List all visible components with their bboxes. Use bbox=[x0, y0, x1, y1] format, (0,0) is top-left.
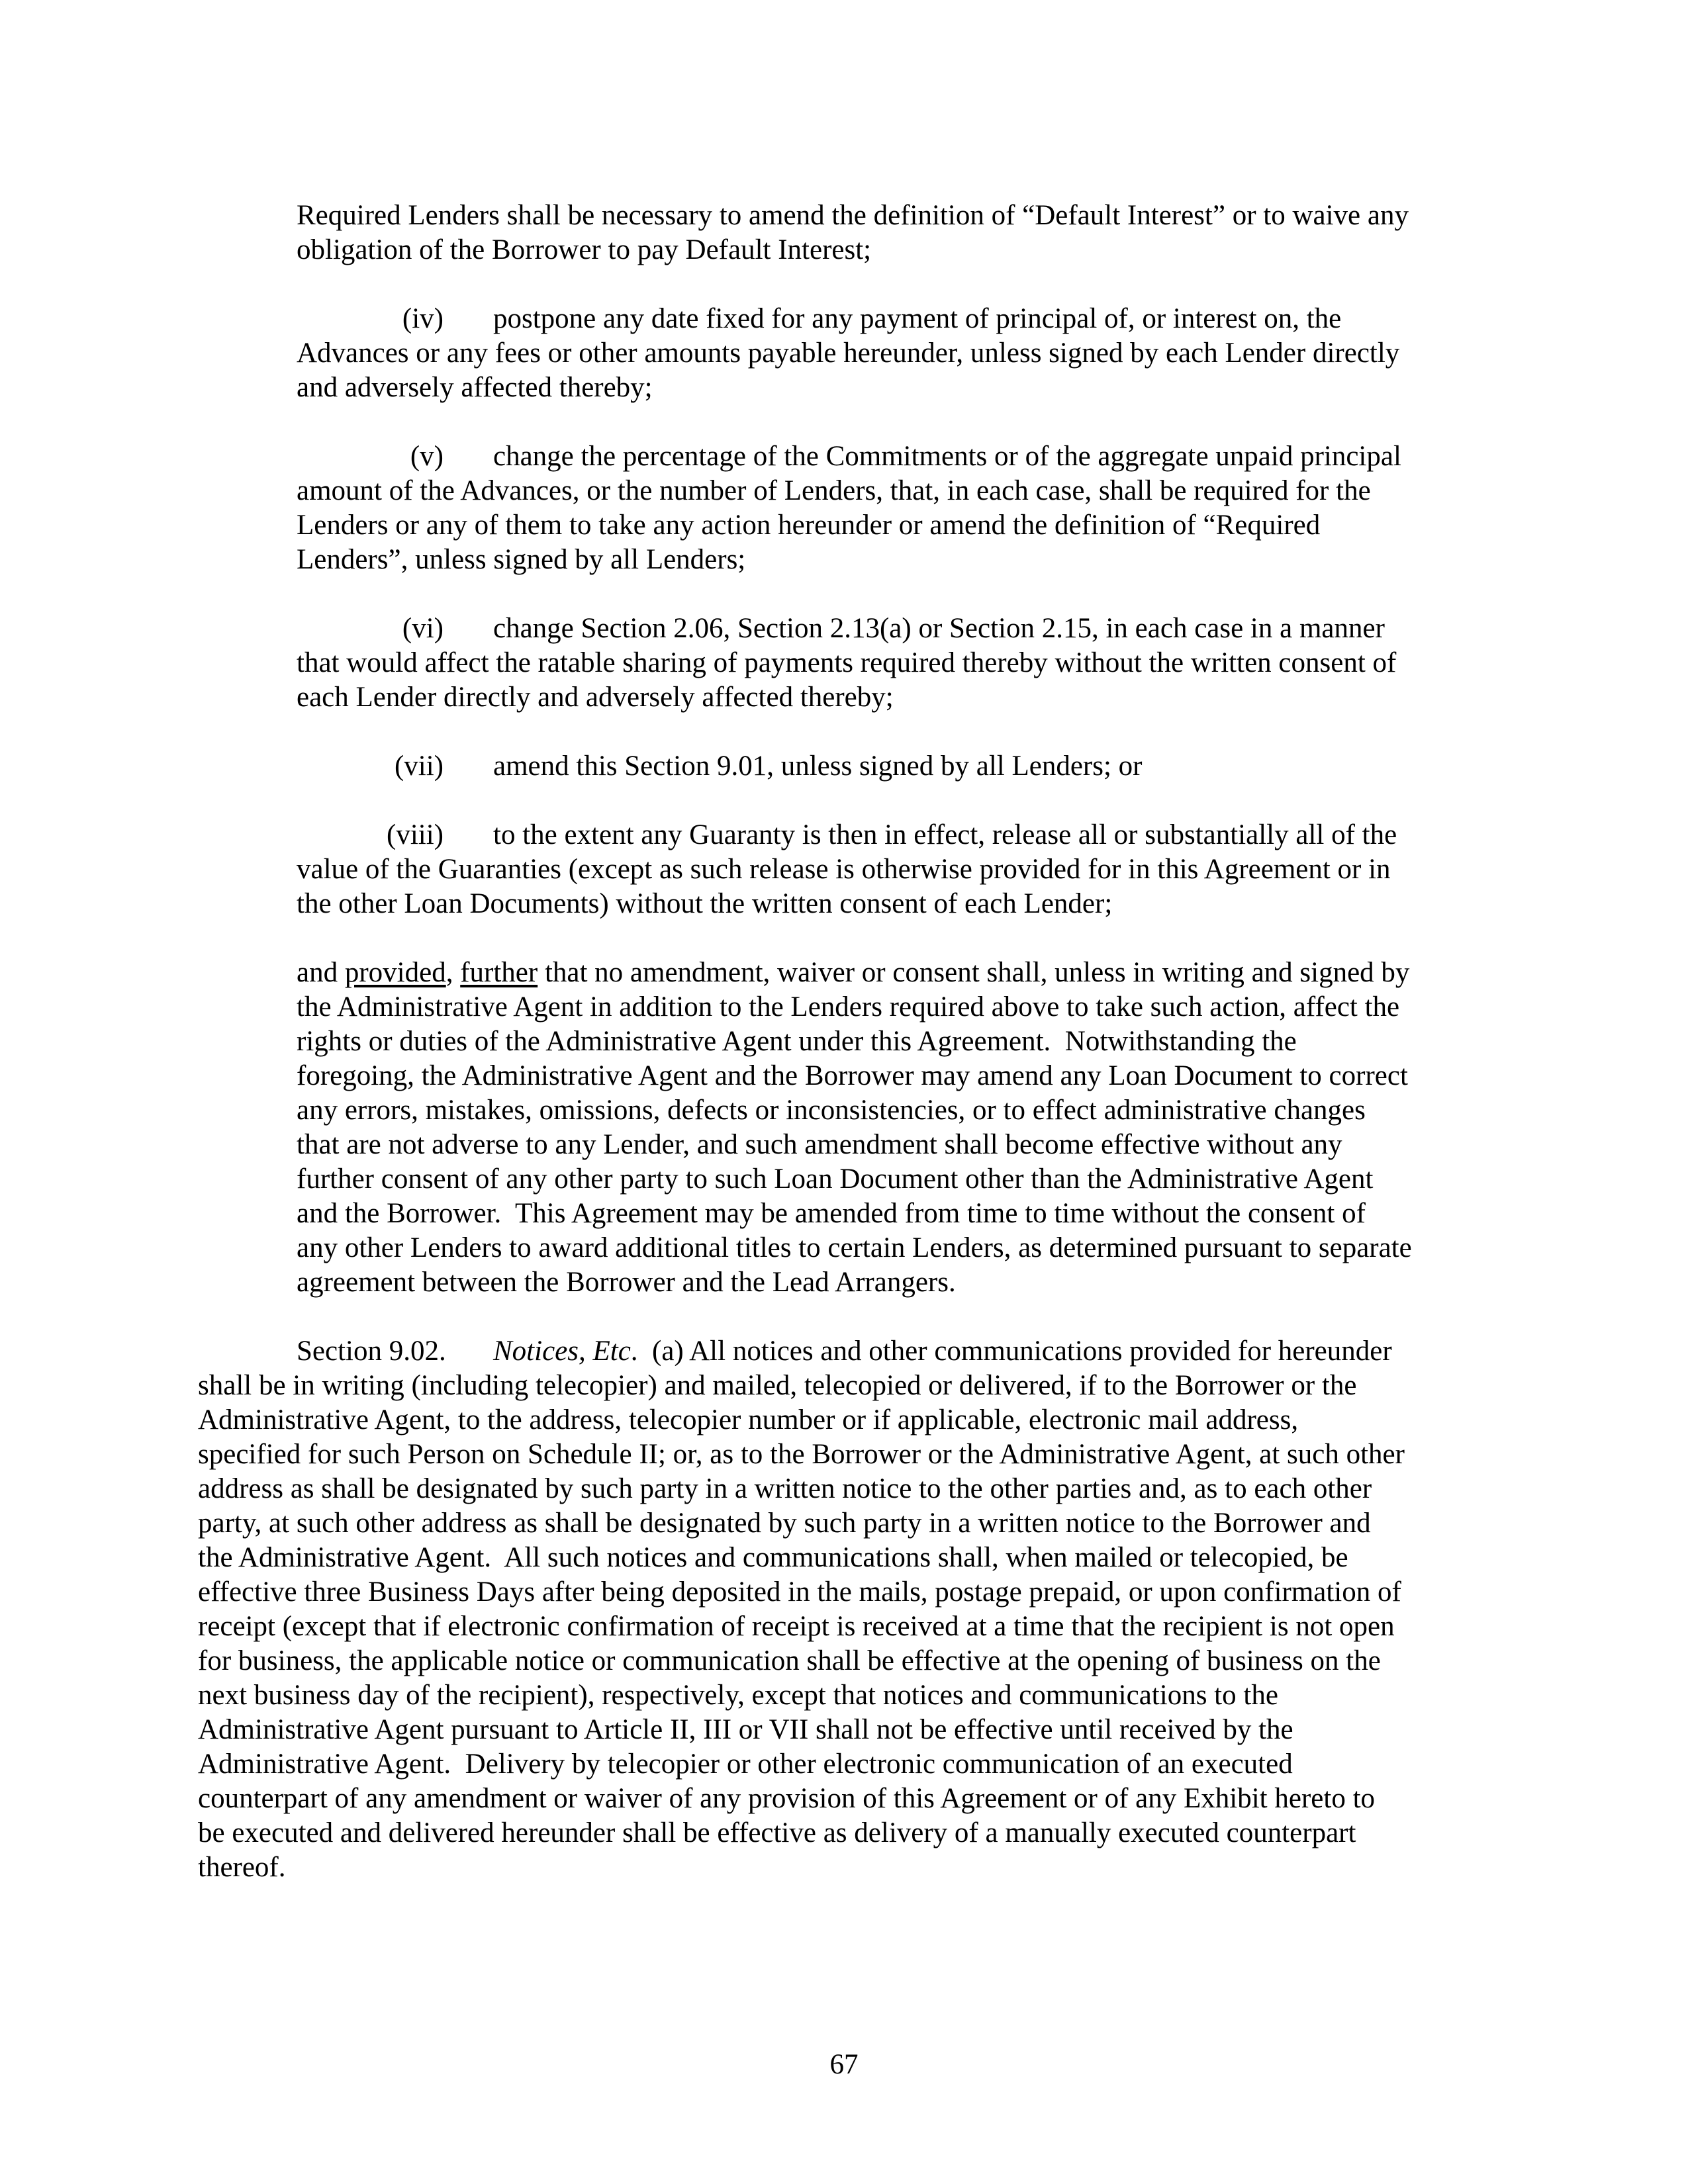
clause-iv-line-3: and adversely affected thereby; bbox=[297, 372, 653, 403]
section-902-title: Notices, Etc bbox=[493, 1336, 631, 1367]
section-902-line-11: next business day of the recipient), respectively, except that notices and communications to the bbox=[198, 1680, 1278, 1711]
proviso-line-2: the Administrative Agent in addition to the Lenders required above to take such action, affect the bbox=[297, 991, 1400, 1023]
section-902-line-15: be executed and delivered hereunder shall be effective as delivery of a manually executed counterpart bbox=[198, 1817, 1356, 1848]
section-902-first-line bbox=[493, 1334, 1392, 1369]
proviso-line-8: and the Borrower. This Agreement may be amended from time to time without the consent of bbox=[297, 1198, 1366, 1229]
clause-vi-line-1: change Section 2.06, Section 2.13(a) or Section 2.15, in each case in a manner bbox=[493, 613, 1385, 644]
clause-viii-line-1: to the extent any Guaranty is then in effect, release all or substantially all of the bbox=[493, 819, 1397, 850]
clause-iv-line-2: Advances or any fees or other amounts payable hereunder, unless signed by each Lender directly bbox=[297, 338, 1400, 369]
clause-iv-line-1: postpone any date fixed for any payment of principal of, or interest on, the bbox=[493, 303, 1342, 334]
clause-v-line-1: change the percentage of the Commitments or of the aggregate unpaid principal bbox=[493, 441, 1401, 472]
provided-term: provided bbox=[344, 957, 446, 988]
proviso-pre: and bbox=[297, 957, 345, 988]
clause-v-number: (v) bbox=[410, 441, 444, 472]
intro-line-1: Required Lenders shall be necessary to amend the definition of “Default Interest” or to waive any bbox=[297, 200, 1409, 231]
section-902-line-16: thereof. bbox=[198, 1852, 286, 1883]
proviso-line-9: any other Lenders to award additional titles to certain Lenders, as determined pursuant to separate bbox=[297, 1232, 1412, 1263]
proviso-line-4: foregoing, the Administrative Agent and the Borrower may amend any Loan Document to correct bbox=[297, 1060, 1408, 1091]
further-term: further bbox=[460, 957, 538, 988]
section-902-line-2: shall be in writing (including telecopier) and mailed, telecopied or delivered, if to the Borrower or the bbox=[198, 1370, 1357, 1401]
clause-viii-line-2: value of the Guaranties (except as such release is otherwise provided for in this Agreement or in bbox=[297, 854, 1391, 885]
clause-v-line-2: amount of the Advances, or the number of Lenders, that, in each case, shall be required for the bbox=[297, 475, 1371, 506]
proviso-line-10: agreement between the Borrower and the Lead Arrangers. bbox=[297, 1267, 956, 1298]
proviso-line-5: any errors, mistakes, omissions, defects or inconsistencies, or to effect administrative changes bbox=[297, 1095, 1366, 1126]
section-902-first-line-rest: (a) All notices and other communications provided for hereunder bbox=[652, 1336, 1392, 1367]
section-902-line-12: Administrative Agent pursuant to Article II, III or VII shall not be effective until received by the bbox=[198, 1714, 1293, 1745]
intro-line-2: obligation of the Borrower to pay Default Interest; bbox=[297, 234, 872, 265]
section-902-line-10: for business, the applicable notice or communication shall be effective at the opening of business on the bbox=[198, 1645, 1381, 1676]
clause-viii-number: (viii) bbox=[387, 819, 444, 850]
section-902-line-3: Administrative Agent, to the address, telecopier number or if applicable, electronic mail address, bbox=[198, 1404, 1299, 1435]
section-902-line-5: address as shall be designated by such party in a written notice to the other parties and, as to each other bbox=[198, 1473, 1372, 1504]
section-902-heading: Section 9.02. bbox=[297, 1336, 446, 1367]
proviso-line-1 bbox=[297, 956, 1409, 990]
proviso-line-7: further consent of any other party to such Loan Document other than the Administrative Agent bbox=[297, 1163, 1374, 1195]
clause-iv-number: (iv) bbox=[402, 303, 444, 334]
section-902-title-period: . bbox=[630, 1336, 638, 1367]
clause-vi-line-3: each Lender directly and adversely affected thereby; bbox=[297, 682, 894, 713]
clause-vi-number: (vi) bbox=[402, 613, 444, 644]
section-902-line-4: specified for such Person on Schedule II; or, as to the Borrower or the Administrative Agent, at such other bbox=[198, 1439, 1405, 1470]
clause-viii-line-3: the other Loan Documents) without the written consent of each Lender; bbox=[297, 888, 1113, 919]
proviso-comma: , bbox=[445, 957, 461, 988]
section-902-line-7: the Administrative Agent. All such notices and communications shall, when mailed or telecopied, be bbox=[198, 1542, 1348, 1573]
proviso-line-6: that are not adverse to any Lender, and such amendment shall become effective without any bbox=[297, 1129, 1342, 1160]
section-902-line-13: Administrative Agent. Delivery by telecopier or other electronic communication of an executed bbox=[198, 1749, 1293, 1780]
clause-vi-line-2: that would affect the ratable sharing of payments required thereby without the written consent of bbox=[297, 647, 1397, 678]
section-902-line-8: effective three Business Days after being deposited in the mails, postage prepaid, or upon confirmation of bbox=[198, 1576, 1401, 1608]
page-number: 67 bbox=[829, 2049, 859, 2080]
clause-v-line-4: Lenders”, unless signed by all Lenders; bbox=[297, 544, 746, 575]
clause-vii-number: (vii) bbox=[394, 751, 444, 782]
proviso-line-3: rights or duties of the Administrative Agent under this Agreement. Notwithstanding the bbox=[297, 1026, 1297, 1057]
clause-v-line-3: Lenders or any of them to take any action hereunder or amend the definition of “Required bbox=[297, 510, 1321, 541]
clause-vii-line-1: amend this Section 9.01, unless signed by all Lenders; or bbox=[493, 751, 1143, 782]
proviso-post: that no amendment, waiver or consent shall, unless in writing and signed by bbox=[538, 957, 1410, 988]
section-902-line-9: receipt (except that if electronic confirmation of receipt is received at a time that the recipient is not open bbox=[198, 1611, 1395, 1642]
section-902-line-14: counterpart of any amendment or waiver of any provision of this Agreement or of any Exhibit hereto to bbox=[198, 1783, 1376, 1814]
section-902-line-6: party, at such other address as shall be designated by such party in a written notice to the Borrower and bbox=[198, 1508, 1371, 1539]
